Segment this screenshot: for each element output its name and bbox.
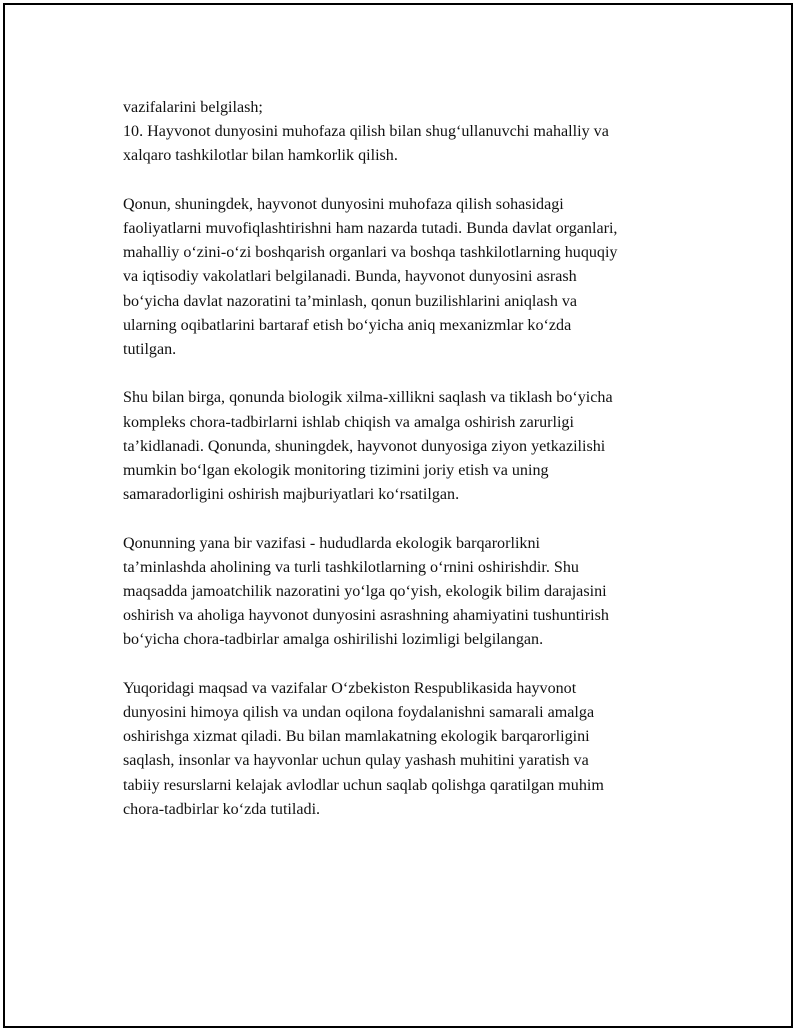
text-line: saqlash, insonlar va hayvonlar uchun qulay yashash muhitini yaratish va <box>123 752 589 770</box>
text-line: Yuqoridagi maqsad va vazifalar O‘zbekiston Respublikasida hayvonot <box>123 679 577 697</box>
text-line: Qonunning yana bir vazifasi - hududlarda ekologik barqarorlikni <box>123 534 540 552</box>
text-line: maqsadda jamoatchilik nazoratini yo‘lga qo‘yish, ekologik bilim darajasini <box>123 583 607 601</box>
text-line: dunyosini himoya qilish va undan oqilona foydalanishni samarali amalga <box>123 704 595 722</box>
text-line: ularning oqibatlarini bartaraf etish bo‘yicha aniq mexanizmlar ko‘zda <box>123 316 572 334</box>
text-line: mumkin bo‘lgan ekologik monitoring tizimini joriy etish va uning <box>123 462 549 480</box>
document-body <box>123 96 693 822</box>
text-line: ta’kidlanadi. Qonunda, shuningdek, hayvonot dunyosiga ziyon yetkazilishi <box>123 437 606 455</box>
text-line: xalqaro tashkilotlar bilan hamkorlik qilish. <box>123 147 398 165</box>
paragraph-1 <box>123 193 693 362</box>
text-line: tabiiy resurslarni kelajak avlodlar uchun saqlab qolishga qaratilgan muhim <box>123 776 604 794</box>
text-line: kompleks chora-tadbirlarni ishlab chiqish va amalga oshirish zarurligi <box>123 413 574 431</box>
page-frame <box>3 3 793 1028</box>
paragraph-2 <box>123 386 693 507</box>
paragraph-4 <box>123 677 693 822</box>
text-line: oshirishga xizmat qiladi. Bu bilan mamlakatning ekologik barqarorligini <box>123 728 590 746</box>
text-line: tutilgan. <box>123 341 177 359</box>
text-line: ta’minlashda aholining va turli tashkilotlarning o‘rnini oshirishdir. Shu <box>123 558 579 576</box>
text-line: faoliyatlarni muvofiqlashtirishni ham nazarda tutadi. Bunda davlat organlari, <box>123 220 618 237</box>
text-line: samaradorligini oshirish majburiyatlari ko‘rsatilgan. <box>123 486 460 504</box>
text-line: 10. Hayvonot dunyosini muhofaza qilish bilan shug‘ullanuvchi mahalliy va <box>123 123 609 141</box>
text-line: Shu bilan birga, qonunda biologik xilma-xillikni saqlash va tiklash bo‘yicha <box>123 389 613 407</box>
text-line: bo‘yicha davlat nazoratini ta’minlash, qonun buzilishlarini aniqlash va <box>123 292 578 310</box>
text-line: bo‘yicha chora-tadbirlar amalga oshirilishi lozimligi belgilangan. <box>123 631 544 649</box>
text-line: oshirish va aholiga hayvonot dunyosini asrashning ahamiyatini tushuntirish <box>123 607 609 625</box>
text-line: va iqtisodiy vakolatlari belgilanadi. Bunda, hayvonot dunyosini asrash <box>123 268 577 286</box>
text-line: Qonun, shuningdek, hayvonot dunyosini muhofaza qilish sohasidagi <box>123 195 564 213</box>
text-line: vazifalarini belgilash; <box>123 99 263 116</box>
text-line: mahalliy o‘zini-o‘zi boshqarish organlari va boshqa tashkilotlarning huquqiy <box>123 244 618 262</box>
text-line: chora-tadbirlar ko‘zda tutiladi. <box>123 800 321 818</box>
paragraph-3 <box>123 532 693 653</box>
intro-paragraph <box>123 96 693 169</box>
